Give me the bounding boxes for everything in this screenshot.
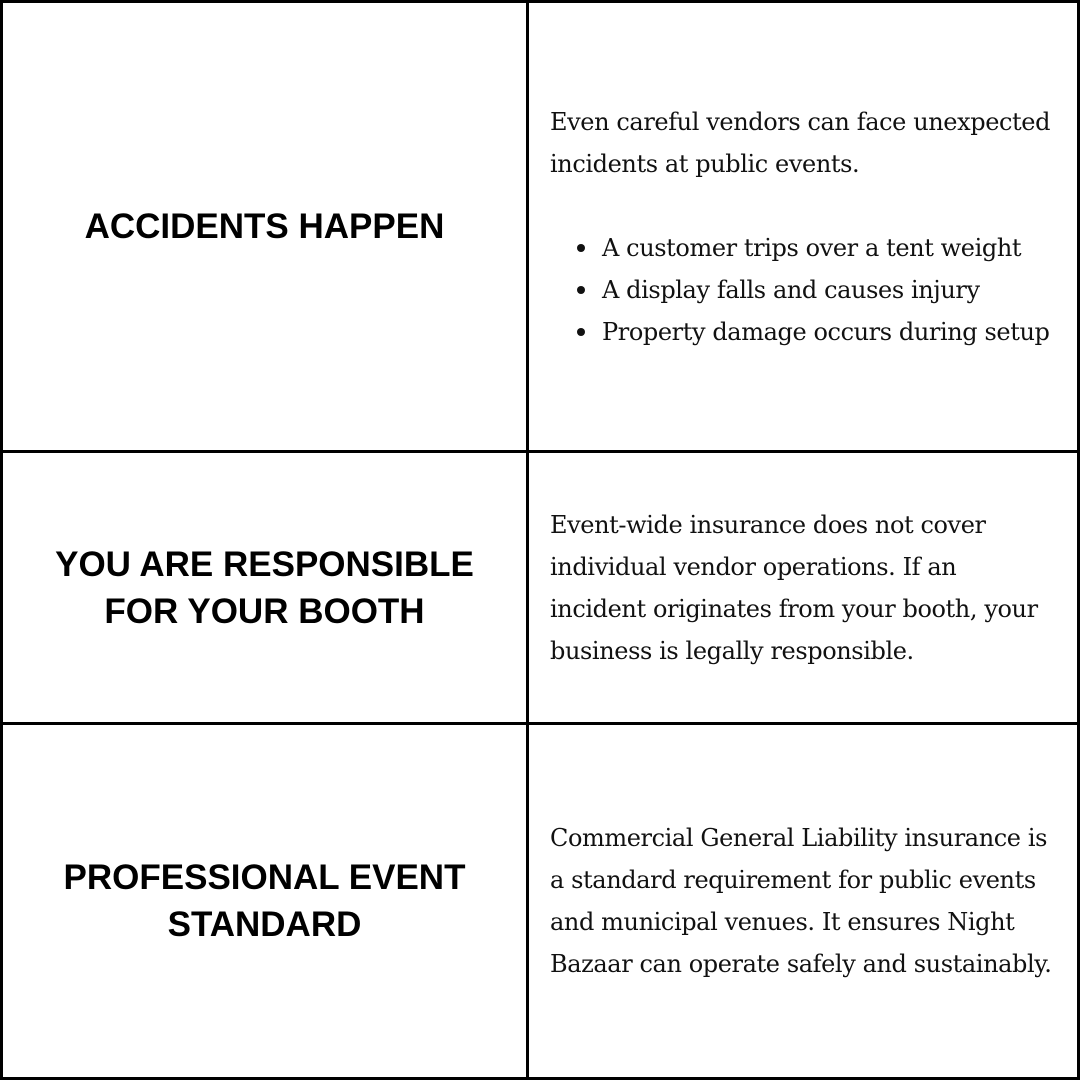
list-item xyxy=(602,269,1055,311)
bullet-icon xyxy=(577,244,585,252)
table-row-3-content-cell xyxy=(529,725,1077,1077)
list-item xyxy=(602,227,1055,269)
content-block xyxy=(550,101,1055,353)
list-item-text: Property damage occurs during setup xyxy=(602,317,1050,346)
row-description: Even careful vendors can face unexpected incidents at public events. xyxy=(550,107,1051,178)
row-heading: ACCIDENTS HAPPEN xyxy=(84,207,445,246)
table-row-2-content-cell xyxy=(529,453,1077,725)
row-description: Commercial General Liability insurance is a standard requirement for public events and municipal venues. It ensures Night Bazaar can operate safely and sustainably. xyxy=(550,824,1052,978)
list-item xyxy=(602,311,1055,353)
row-heading: YOU ARE RESPONSIBLE FOR YOUR BOOTH xyxy=(55,544,474,631)
list-item-text: A display falls and causes injury xyxy=(602,275,980,304)
list-item-text: A customer trips over a tent weight xyxy=(602,233,1022,262)
table-row-3-heading-cell xyxy=(3,725,529,1077)
table-row-1-content-cell xyxy=(529,3,1077,453)
table-row-2-heading-cell xyxy=(3,453,529,725)
row-description: Event-wide insurance does not cover individual vendor operations. If an incident originates from your booth, your business is legally responsible. xyxy=(550,510,1038,665)
table-row-1-heading-cell xyxy=(3,3,529,453)
bullet-list xyxy=(550,227,1055,353)
bullet-icon xyxy=(577,286,585,294)
bullet-icon xyxy=(577,328,585,336)
row-heading: PROFESSIONAL EVENT STANDARD xyxy=(63,858,466,944)
